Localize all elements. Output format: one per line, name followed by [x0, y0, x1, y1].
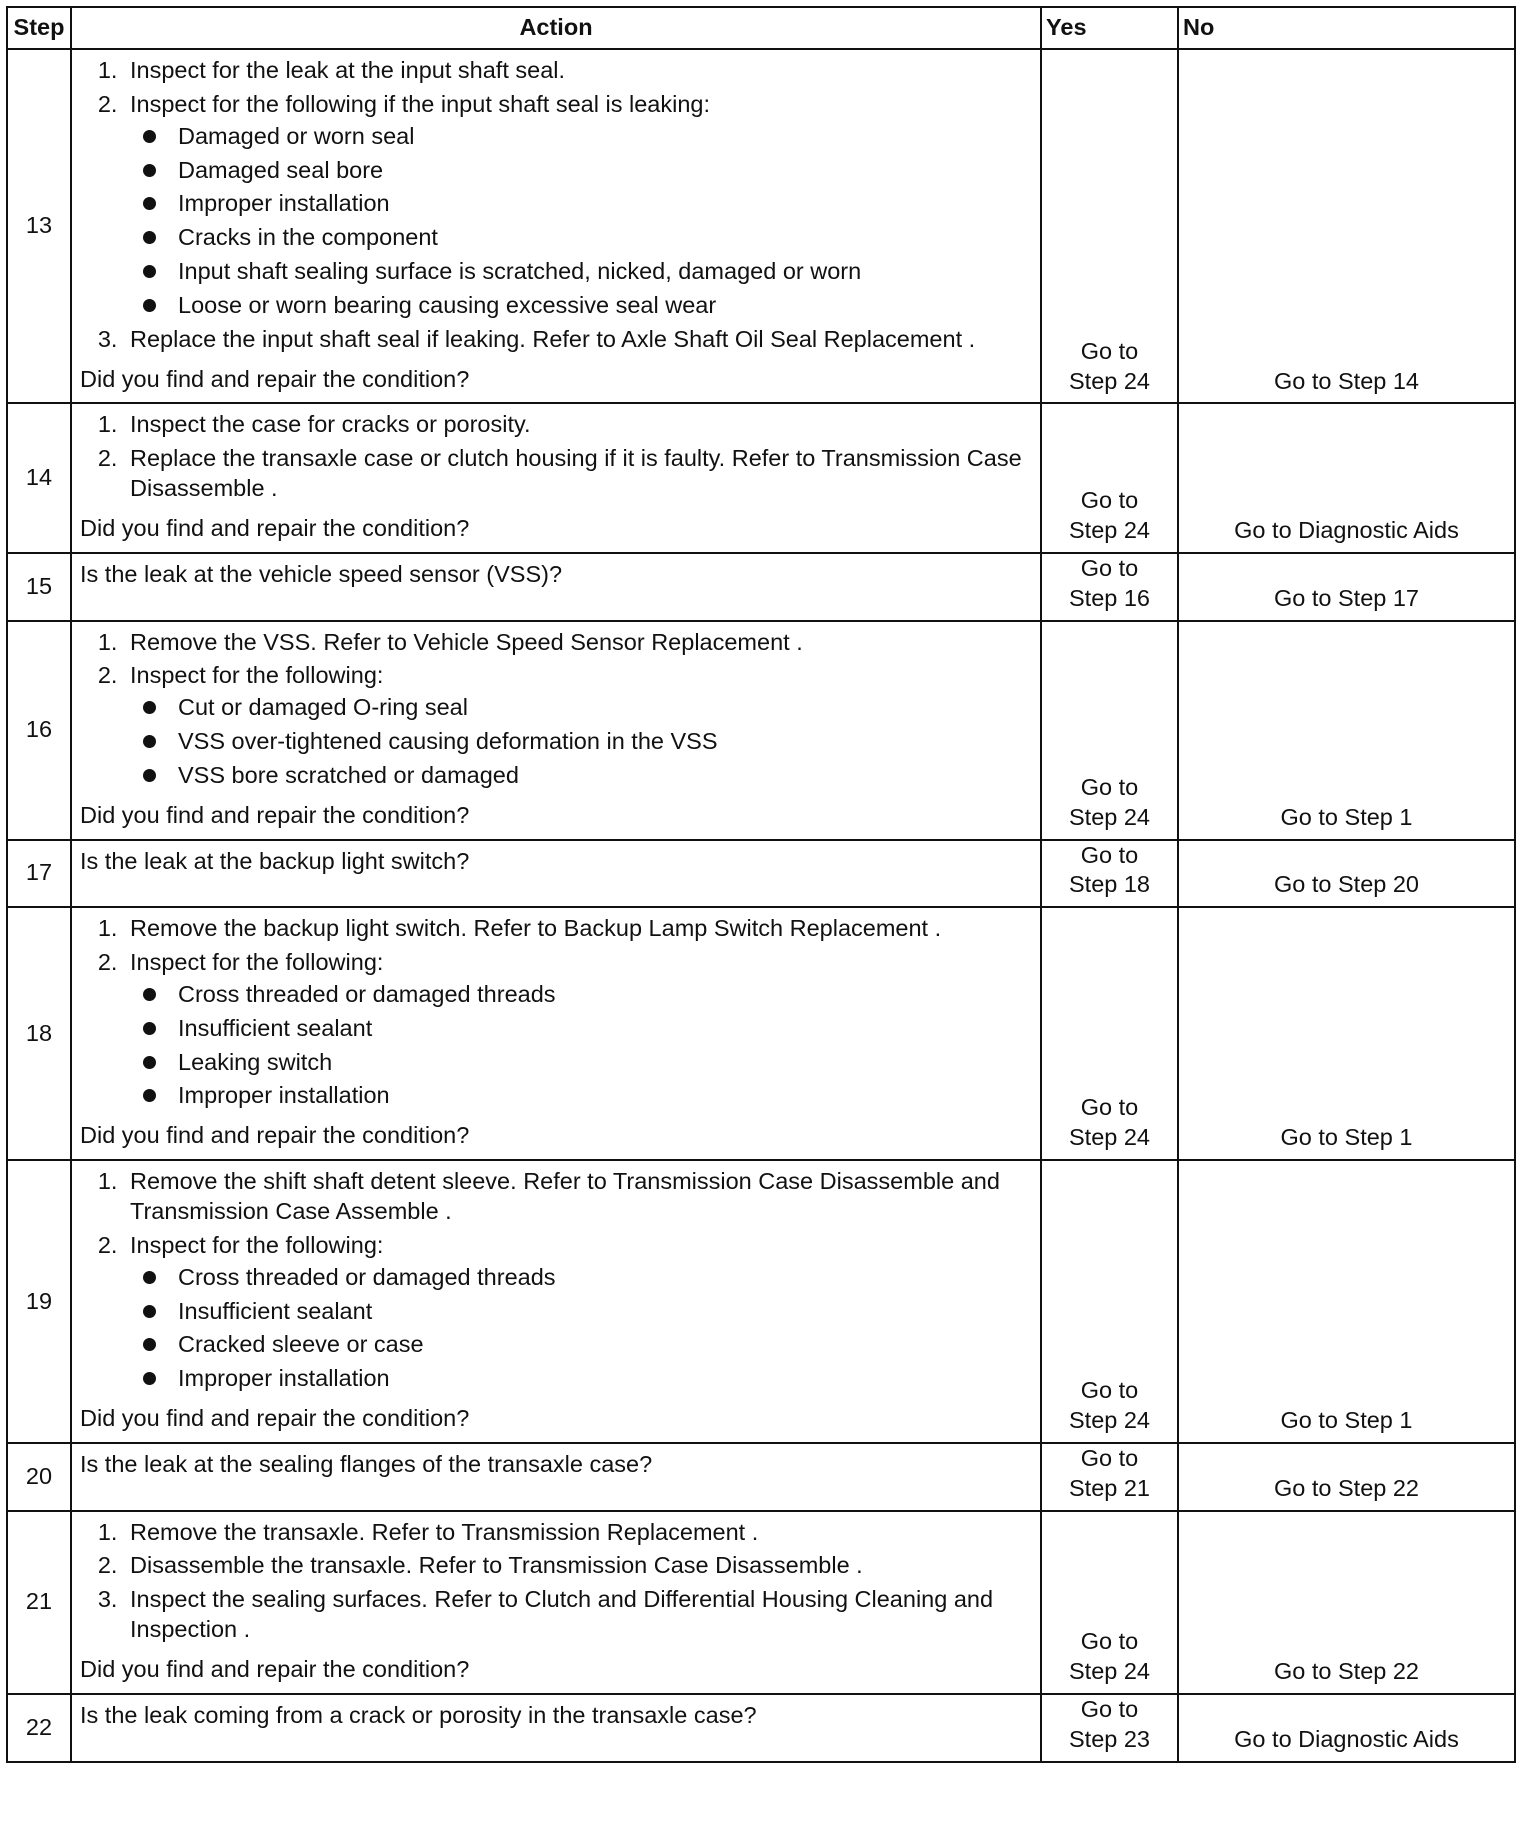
- bullet-item: Input shaft sealing surface is scratched, nicked, damaged or worn: [174, 257, 1030, 287]
- step-number: 15: [7, 553, 71, 621]
- table-row: [7, 907, 1515, 1160]
- action-item: [124, 325, 1030, 355]
- action-item-text: Remove the shift shaft detent sleeve. Refer to Transmission Case Disassemble and Transmission Case Assemble .: [130, 1168, 1000, 1224]
- question-text: Did you find and repair the condition?: [80, 514, 470, 541]
- yes-cell: [1041, 1511, 1178, 1694]
- table-row: [7, 403, 1515, 552]
- yes-cell: [1041, 403, 1178, 552]
- bullet-item: Leaking switch: [174, 1048, 1030, 1078]
- yes-result-line: Go to: [1080, 1377, 1139, 1404]
- diagnostic-table-container: [6, 6, 1514, 1763]
- yes-cell: [1041, 1443, 1178, 1511]
- action-list: [80, 56, 1030, 355]
- no-result: Go to Step 20: [1178, 840, 1515, 908]
- step-number: 19: [7, 1160, 71, 1443]
- yes-cell: [1041, 1160, 1178, 1443]
- no-result: Go to Step 17: [1178, 553, 1515, 621]
- bullet-item: Improper installation: [174, 1081, 1030, 1111]
- step-number: 17: [7, 840, 71, 908]
- action-list: [80, 628, 1030, 791]
- no-result: Go to Step 22: [1178, 1443, 1515, 1511]
- yes-cell: [1041, 621, 1178, 840]
- bullet-item: Cracked sleeve or case: [174, 1330, 1030, 1360]
- diagnostic-table: [6, 6, 1516, 1763]
- question-text: Is the leak coming from a crack or porosity in the transaxle case?: [80, 1701, 757, 1728]
- table-row: [7, 553, 1515, 621]
- yes-result-line: Go to: [1080, 1444, 1139, 1471]
- action-item: [124, 948, 1030, 1111]
- step-number: 22: [7, 1694, 71, 1762]
- yes-cell: [1041, 49, 1178, 403]
- action-item: [124, 1551, 1030, 1581]
- bullet-item: Cut or damaged O-ring seal: [174, 693, 1030, 723]
- table-row: [7, 1443, 1515, 1511]
- yes-result-line: Step 24: [1068, 803, 1150, 830]
- step-number: 20: [7, 1443, 71, 1511]
- action-item: [124, 1585, 1030, 1645]
- action-list: [80, 1167, 1030, 1394]
- bullet-item: Improper installation: [174, 1364, 1030, 1394]
- step-number: 21: [7, 1511, 71, 1694]
- action-item-text: Inspect the sealing surfaces. Refer to Clutch and Differential Housing Cleaning and Inspection .: [130, 1586, 994, 1643]
- action-item-text: Replace the input shaft seal if leaking. Refer to Axle Shaft Oil Seal Replacement .: [130, 325, 976, 352]
- action-item-text: Replace the transaxle case or clutch housing if it is faulty. Refer to Transmission Case Disassemble .: [130, 445, 1022, 502]
- step-number: 18: [7, 907, 71, 1160]
- yes-cell: [1041, 1694, 1178, 1762]
- yes-result-line: Go to: [1080, 487, 1139, 514]
- action-cell: [71, 403, 1041, 552]
- bullet-item: VSS over-tightened causing deformation in the VSS: [174, 727, 1030, 757]
- bullet-item: Insufficient sealant: [174, 1297, 1030, 1327]
- action-cell: [71, 1511, 1041, 1694]
- action-item: [124, 90, 1030, 321]
- yes-result-line: Go to: [1080, 1094, 1139, 1121]
- bullet-item: VSS bore scratched or damaged: [174, 761, 1030, 791]
- bullet-item: Insufficient sealant: [174, 1014, 1030, 1044]
- bullet-item: Damaged seal bore: [174, 156, 1030, 186]
- action-cell: [71, 553, 1041, 621]
- action-list: [80, 1518, 1030, 1645]
- action-item: [124, 1167, 1030, 1227]
- action-item-text: Disassemble the transaxle. Refer to Transmission Case Disassemble .: [130, 1552, 863, 1579]
- bullet-item: Damaged or worn seal: [174, 122, 1030, 152]
- yes-result-line: Step 24: [1068, 1124, 1150, 1151]
- bullet-list: [130, 693, 1030, 791]
- step-number: 16: [7, 621, 71, 840]
- bullet-item: Improper installation: [174, 189, 1030, 219]
- bullet-list: [130, 122, 1030, 321]
- action-item: [124, 914, 1030, 944]
- question-text: Did you find and repair the condition?: [80, 365, 470, 392]
- bullet-item: Loose or worn bearing causing excessive seal wear: [174, 291, 1030, 321]
- yes-result-line: Step 24: [1068, 1407, 1150, 1434]
- action-item-text: Remove the VSS. Refer to Vehicle Speed Sensor Replacement .: [130, 628, 803, 655]
- table-row: [7, 621, 1515, 840]
- action-item-text: Inspect for the following:: [130, 1231, 384, 1258]
- bullet-item: Cross threaded or damaged threads: [174, 980, 1030, 1010]
- question-text: Did you find and repair the condition?: [80, 1655, 470, 1682]
- table-row: [7, 1511, 1515, 1694]
- action-cell: [71, 49, 1041, 403]
- action-item-text: Inspect for the following:: [130, 662, 384, 689]
- action-item-text: Remove the backup light switch. Refer to Backup Lamp Switch Replacement .: [130, 915, 942, 942]
- action-list: [80, 410, 1030, 504]
- yes-result-line: Go to: [1080, 1695, 1139, 1722]
- question-text: Is the leak at the sealing flanges of the transaxle case?: [80, 1450, 653, 1477]
- yes-result-line: Step 18: [1068, 871, 1150, 898]
- header-step: Step: [7, 7, 71, 49]
- question-text: Did you find and repair the condition?: [80, 1122, 470, 1149]
- yes-result-line: Step 23: [1068, 1725, 1150, 1752]
- table-row: [7, 49, 1515, 403]
- yes-result-line: Go to: [1080, 773, 1139, 800]
- question-text: Is the leak at the backup light switch?: [80, 847, 470, 874]
- question-text: Did you find and repair the condition?: [80, 1405, 470, 1432]
- bullet-list: [130, 1263, 1030, 1394]
- question-text: Is the leak at the vehicle speed sensor (VSS)?: [80, 560, 563, 587]
- no-result: Go to Step 1: [1178, 907, 1515, 1160]
- action-item-text: Inspect for the following if the input shaft seal is leaking:: [130, 90, 710, 117]
- bullet-item: Cross threaded or damaged threads: [174, 1263, 1030, 1293]
- action-list: [80, 914, 1030, 1111]
- action-cell: [71, 1694, 1041, 1762]
- yes-result-line: Step 24: [1068, 516, 1150, 543]
- action-cell: [71, 1443, 1041, 1511]
- action-item-text: Inspect the case for cracks or porosity.: [130, 411, 531, 438]
- yes-result-line: Step 16: [1068, 584, 1150, 611]
- table-row: [7, 1160, 1515, 1443]
- yes-result-line: Go to: [1080, 841, 1139, 868]
- bullet-item: Cracks in the component: [174, 223, 1030, 253]
- action-item: [124, 56, 1030, 86]
- no-result: Go to Diagnostic Aids: [1178, 1694, 1515, 1762]
- yes-cell: [1041, 840, 1178, 908]
- action-item: [124, 410, 1030, 440]
- yes-result-line: Step 21: [1068, 1474, 1150, 1501]
- no-result: Go to Step 1: [1178, 621, 1515, 840]
- action-item: [124, 661, 1030, 790]
- header-action: Action: [71, 7, 1041, 49]
- yes-cell: [1041, 907, 1178, 1160]
- bullet-list: [130, 980, 1030, 1111]
- header-row: [7, 7, 1515, 49]
- step-number: 13: [7, 49, 71, 403]
- table-row: [7, 840, 1515, 908]
- no-result: Go to Diagnostic Aids: [1178, 403, 1515, 552]
- action-item-text: Inspect for the leak at the input shaft seal.: [130, 57, 566, 83]
- header-yes: Yes: [1041, 7, 1178, 49]
- action-cell: [71, 907, 1041, 1160]
- yes-result-line: Go to: [1080, 554, 1139, 581]
- action-item-text: Inspect for the following:: [130, 949, 384, 976]
- table-body: [7, 49, 1515, 1762]
- question-text: Did you find and repair the condition?: [80, 801, 470, 828]
- action-cell: [71, 1160, 1041, 1443]
- header-no: No: [1178, 7, 1515, 49]
- action-item: [124, 1231, 1030, 1394]
- yes-result-line: Step 24: [1068, 367, 1150, 394]
- action-item: [124, 628, 1030, 658]
- action-item: [124, 444, 1030, 504]
- step-number: 14: [7, 403, 71, 552]
- action-cell: [71, 621, 1041, 840]
- yes-result-line: Step 24: [1068, 1657, 1150, 1684]
- action-item: [124, 1518, 1030, 1548]
- no-result: Go to Step 14: [1178, 49, 1515, 403]
- yes-result-line: Go to: [1080, 337, 1139, 364]
- no-result: Go to Step 22: [1178, 1511, 1515, 1694]
- yes-result-line: Go to: [1080, 1628, 1139, 1655]
- action-item-text: Remove the transaxle. Refer to Transmission Replacement .: [130, 1518, 759, 1545]
- table-row: [7, 1694, 1515, 1762]
- action-cell: [71, 840, 1041, 908]
- yes-cell: [1041, 553, 1178, 621]
- no-result: Go to Step 1: [1178, 1160, 1515, 1443]
